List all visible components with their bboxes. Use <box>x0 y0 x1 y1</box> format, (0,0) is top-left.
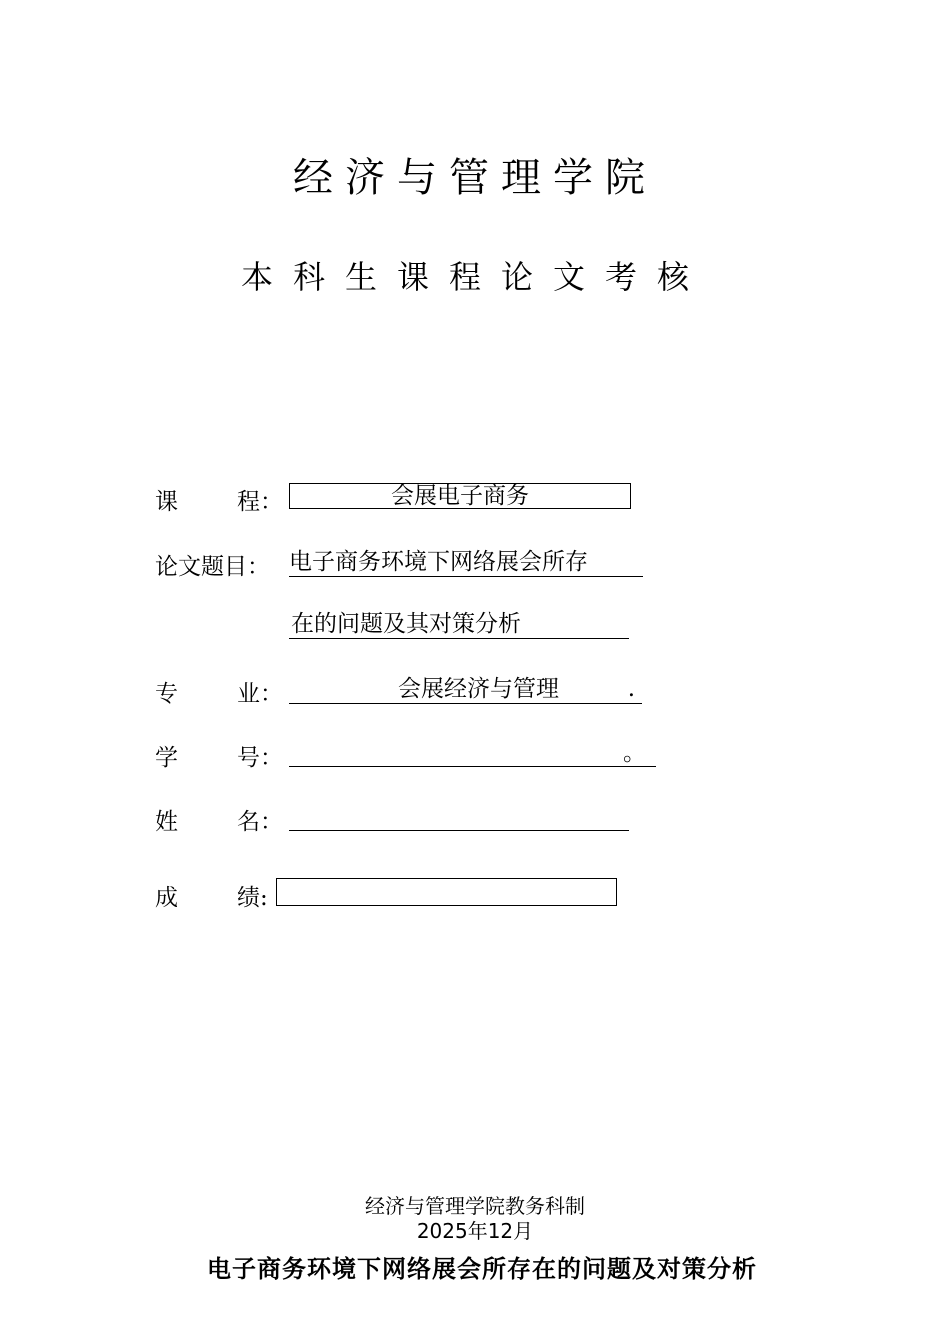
paper-title: 电子商务环境下网络展会所存在的问题及对策分析 <box>207 1254 757 1283</box>
score-field[interactable] <box>276 878 617 906</box>
issuer-text: 经济与管理学院教务科制 <box>365 1194 585 1218</box>
major-field[interactable]: 会展经济与管理 . <box>289 675 642 704</box>
name-label: 姓 名： <box>155 809 283 835</box>
exam-subtitle: 本科生课程论文考核 <box>240 258 709 296</box>
score-label: 成 绩: <box>155 885 268 911</box>
major-label: 专 业： <box>155 681 283 707</box>
topic-field-line1[interactable]: 电子商务环境下网络展会所存 <box>289 548 643 577</box>
student-id-field[interactable]: 。 <box>289 739 656 767</box>
student-id-label: 学 号： <box>155 745 283 771</box>
topic-label: 论文题目： <box>155 554 270 580</box>
topic-field-line2[interactable]: 在的问题及其对策分析 <box>289 610 629 639</box>
date-text: 2025年12月 <box>416 1219 534 1243</box>
name-field[interactable] <box>289 803 629 831</box>
college-title: 经济与管理学院 <box>293 155 657 201</box>
course-field[interactable]: 会展电子商务 <box>289 483 631 509</box>
course-label: 课 程： <box>155 489 283 515</box>
